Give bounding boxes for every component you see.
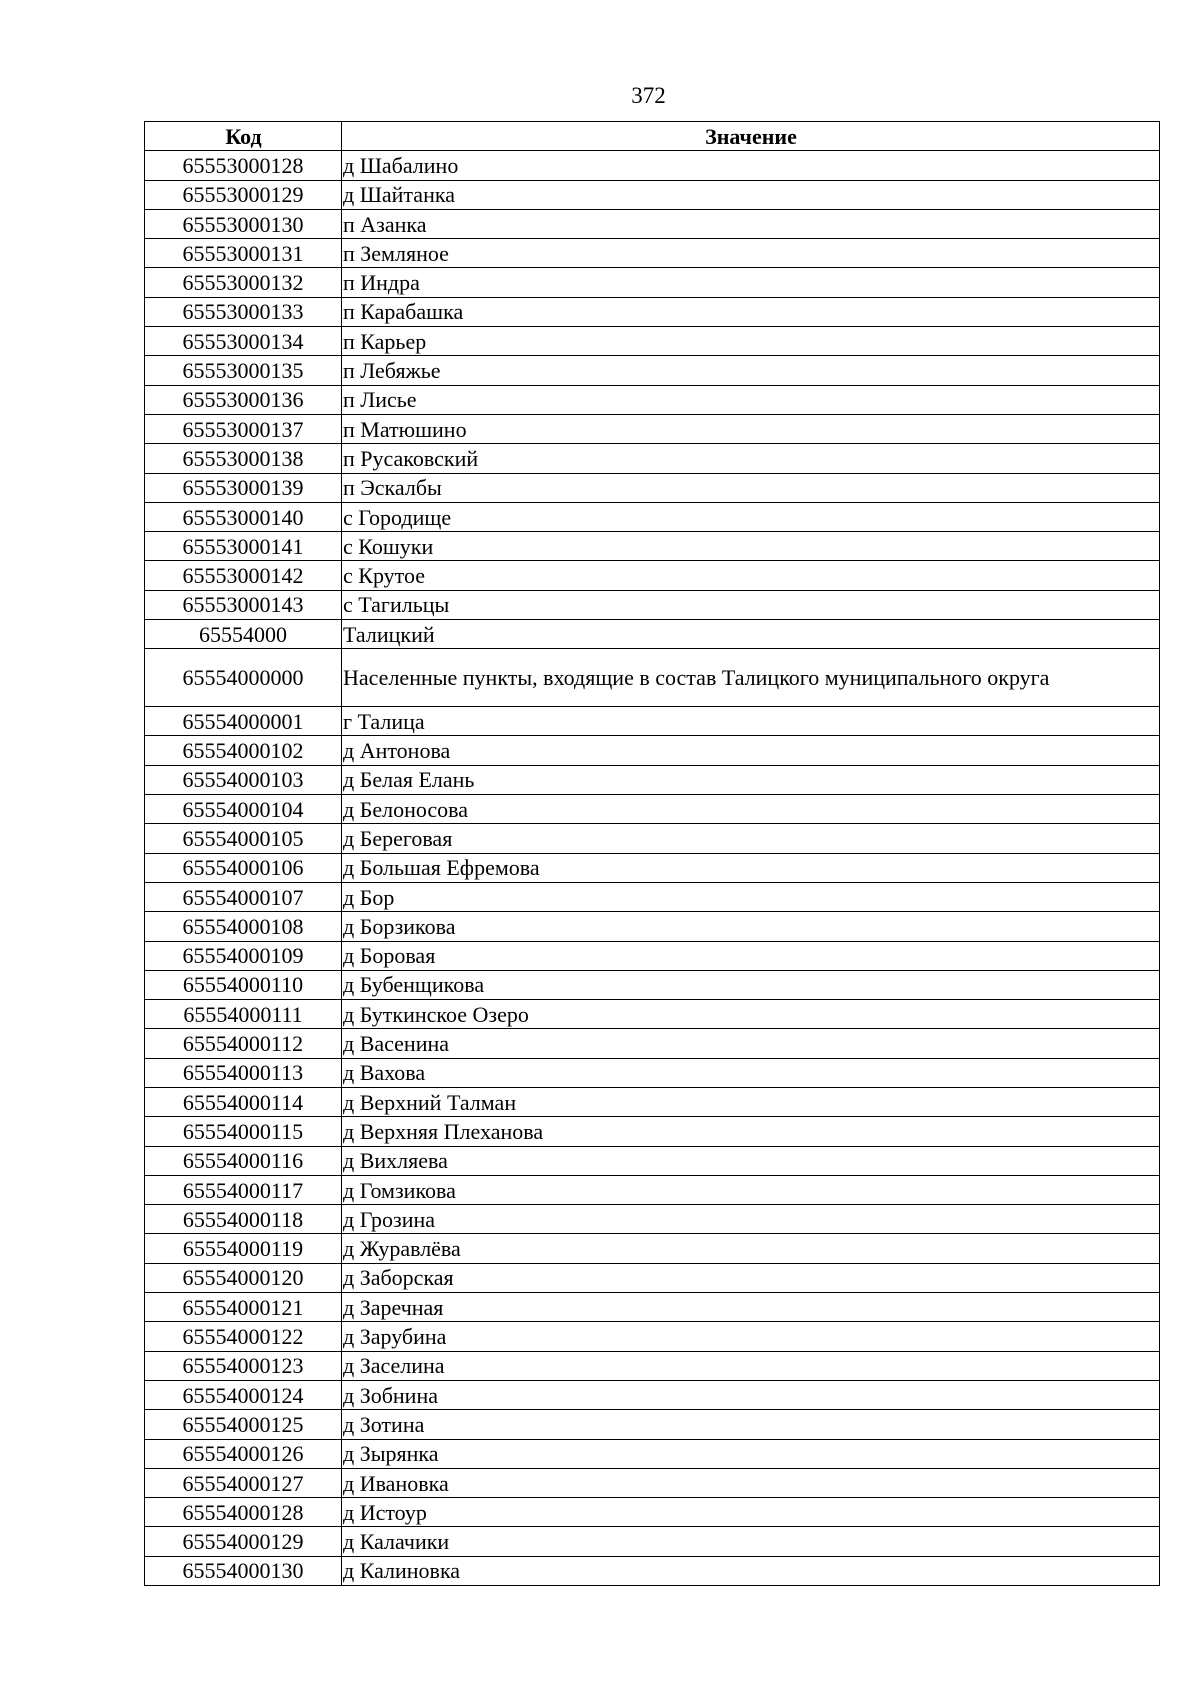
table-row [145, 444, 1160, 473]
cell-code: 65553000136 [145, 385, 342, 414]
table-row [145, 209, 1160, 238]
table-row [145, 1146, 1160, 1175]
cell-code: 65554000107 [145, 882, 342, 911]
table-row [145, 532, 1160, 561]
cell-code: 65553000143 [145, 590, 342, 619]
cell-value: д Истоур [342, 1498, 1160, 1527]
table-row [145, 1527, 1160, 1556]
table-row [145, 882, 1160, 911]
cell-value: д Бубенщикова [342, 970, 1160, 999]
header-row [145, 122, 1160, 151]
table-row [145, 1380, 1160, 1409]
cell-value: п Лисье [342, 385, 1160, 414]
cell-value: д Зарубина [342, 1322, 1160, 1351]
table-row [145, 1263, 1160, 1292]
table-row [145, 1351, 1160, 1380]
cell-code: 65553000133 [145, 297, 342, 326]
cell-value: п Русаковский [342, 444, 1160, 473]
cell-value: п Эскалбы [342, 473, 1160, 502]
table-row [145, 1556, 1160, 1585]
cell-code: 65554000128 [145, 1498, 342, 1527]
cell-value: п Индра [342, 268, 1160, 297]
cell-code: 65554000111 [145, 1000, 342, 1029]
cell-code: 65553000135 [145, 356, 342, 385]
cell-value: п Карабашка [342, 297, 1160, 326]
table-row [145, 1439, 1160, 1468]
cell-value: п Земляное [342, 239, 1160, 268]
header-code: Код [145, 122, 342, 151]
cell-code: 65554000112 [145, 1029, 342, 1058]
cell-code: 65554000115 [145, 1117, 342, 1146]
cell-value: д Шайтанка [342, 180, 1160, 209]
cell-code: 65553000131 [145, 239, 342, 268]
cell-value: д Большая Ефремова [342, 853, 1160, 882]
table-row [145, 268, 1160, 297]
cell-code: 65554000123 [145, 1351, 342, 1380]
cell-code: 65554000124 [145, 1380, 342, 1409]
cell-value: д Калачики [342, 1527, 1160, 1556]
cell-value: д Антонова [342, 736, 1160, 765]
table-row [145, 1498, 1160, 1527]
table-row [145, 795, 1160, 824]
table-row [145, 239, 1160, 268]
page-number: 372 [631, 83, 666, 108]
table-row [145, 1000, 1160, 1029]
cell-value: д Борзикова [342, 912, 1160, 941]
table-row [145, 385, 1160, 414]
cell-code: 65553000137 [145, 414, 342, 443]
table-row [145, 1117, 1160, 1146]
cell-value: д Шабалино [342, 151, 1160, 180]
cell-code: 65554000127 [145, 1468, 342, 1497]
cell-value: с Городище [342, 502, 1160, 531]
cell-code: 65553000140 [145, 502, 342, 531]
cell-value: д Зырянка [342, 1439, 1160, 1468]
table-row [145, 736, 1160, 765]
cell-value: д Белая Елань [342, 765, 1160, 794]
table-row [145, 1088, 1160, 1117]
cell-code: 65554000103 [145, 765, 342, 794]
cell-value: д Вихляева [342, 1146, 1160, 1175]
cell-code: 65554000125 [145, 1410, 342, 1439]
table-row [145, 297, 1160, 326]
table-row [145, 180, 1160, 209]
table-header [145, 122, 1160, 151]
cell-code: 65553000142 [145, 561, 342, 590]
cell-code: 65554000102 [145, 736, 342, 765]
table-row [145, 941, 1160, 970]
cell-value: Талицкий [342, 620, 1160, 649]
table-row [145, 590, 1160, 619]
cell-value: с Тагильцы [342, 590, 1160, 619]
cell-code: 65554000 [145, 620, 342, 649]
cell-code: 65554000117 [145, 1175, 342, 1204]
cell-code: 65554000130 [145, 1556, 342, 1585]
header-value: Значение [342, 122, 1160, 151]
table-row [145, 1410, 1160, 1439]
cell-value: д Боровая [342, 941, 1160, 970]
table-row [145, 1058, 1160, 1087]
cell-code: 65554000116 [145, 1146, 342, 1175]
table-row [145, 356, 1160, 385]
cell-code: 65554000121 [145, 1293, 342, 1322]
cell-value: д Гомзикова [342, 1175, 1160, 1204]
table-row [145, 1322, 1160, 1351]
cell-value: д Зобнина [342, 1380, 1160, 1409]
cell-code: 65553000132 [145, 268, 342, 297]
cell-value: п Лебяжье [342, 356, 1160, 385]
table-row [145, 502, 1160, 531]
cell-value: д Бор [342, 882, 1160, 911]
cell-code: 65554000119 [145, 1234, 342, 1263]
cell-value: д Заселина [342, 1351, 1160, 1380]
table-row [145, 1029, 1160, 1058]
cell-code: 65554000106 [145, 853, 342, 882]
cell-value: д Вахова [342, 1058, 1160, 1087]
table-row [145, 1234, 1160, 1263]
cell-code: 65554000104 [145, 795, 342, 824]
cell-value: п Азанка [342, 209, 1160, 238]
cell-value: с Крутое [342, 561, 1160, 590]
table-row [145, 912, 1160, 941]
cell-value: г Талица [342, 707, 1160, 736]
table-row [145, 970, 1160, 999]
cell-code: 65554000118 [145, 1205, 342, 1234]
cell-value: д Буткинское Озеро [342, 1000, 1160, 1029]
cell-value: п Карьер [342, 327, 1160, 356]
cell-value: Населенные пункты, входящие в состав Талицкого муниципального округа [342, 649, 1160, 707]
cell-value: д Журавлёва [342, 1234, 1160, 1263]
cell-code: 65554000001 [145, 707, 342, 736]
cell-value: д Верхний Талман [342, 1088, 1160, 1117]
cell-code: 65554000108 [145, 912, 342, 941]
cell-code: 65553000141 [145, 532, 342, 561]
cell-code: 65553000138 [145, 444, 342, 473]
cell-code: 65554000113 [145, 1058, 342, 1087]
cell-code: 65553000134 [145, 327, 342, 356]
cell-code: 65553000139 [145, 473, 342, 502]
cell-value: д Зотина [342, 1410, 1160, 1439]
table-row [145, 151, 1160, 180]
table-row [145, 414, 1160, 443]
cell-code: 65554000000 [145, 649, 342, 707]
table-row [145, 707, 1160, 736]
cell-code: 65554000110 [145, 970, 342, 999]
cell-value: с Кошуки [342, 532, 1160, 561]
cell-value: д Ивановка [342, 1468, 1160, 1497]
cell-value: д Заречная [342, 1293, 1160, 1322]
code-table [144, 121, 1160, 1586]
table-row [145, 327, 1160, 356]
cell-code: 65553000128 [145, 151, 342, 180]
table-row [145, 649, 1160, 707]
table-row [145, 561, 1160, 590]
table-row [145, 473, 1160, 502]
table-row [145, 1205, 1160, 1234]
table-row [145, 620, 1160, 649]
table-body [145, 151, 1160, 1586]
cell-code: 65554000105 [145, 824, 342, 853]
cell-code: 65554000122 [145, 1322, 342, 1351]
cell-value: д Береговая [342, 824, 1160, 853]
cell-value: д Калиновка [342, 1556, 1160, 1585]
cell-code: 65554000126 [145, 1439, 342, 1468]
cell-value: п Матюшино [342, 414, 1160, 443]
cell-code: 65554000120 [145, 1263, 342, 1292]
cell-value: д Васенина [342, 1029, 1160, 1058]
cell-code: 65553000130 [145, 209, 342, 238]
cell-value: д Грозина [342, 1205, 1160, 1234]
cell-value: д Заборская [342, 1263, 1160, 1292]
cell-code: 65554000129 [145, 1527, 342, 1556]
cell-code: 65553000129 [145, 180, 342, 209]
table-row [145, 1175, 1160, 1204]
table-row [145, 824, 1160, 853]
table-row [145, 853, 1160, 882]
cell-value: д Верхняя Плеханова [342, 1117, 1160, 1146]
table-row [145, 765, 1160, 794]
cell-code: 65554000114 [145, 1088, 342, 1117]
table-row [145, 1293, 1160, 1322]
table-row [145, 1468, 1160, 1497]
cell-code: 65554000109 [145, 941, 342, 970]
cell-value: д Белоносова [342, 795, 1160, 824]
